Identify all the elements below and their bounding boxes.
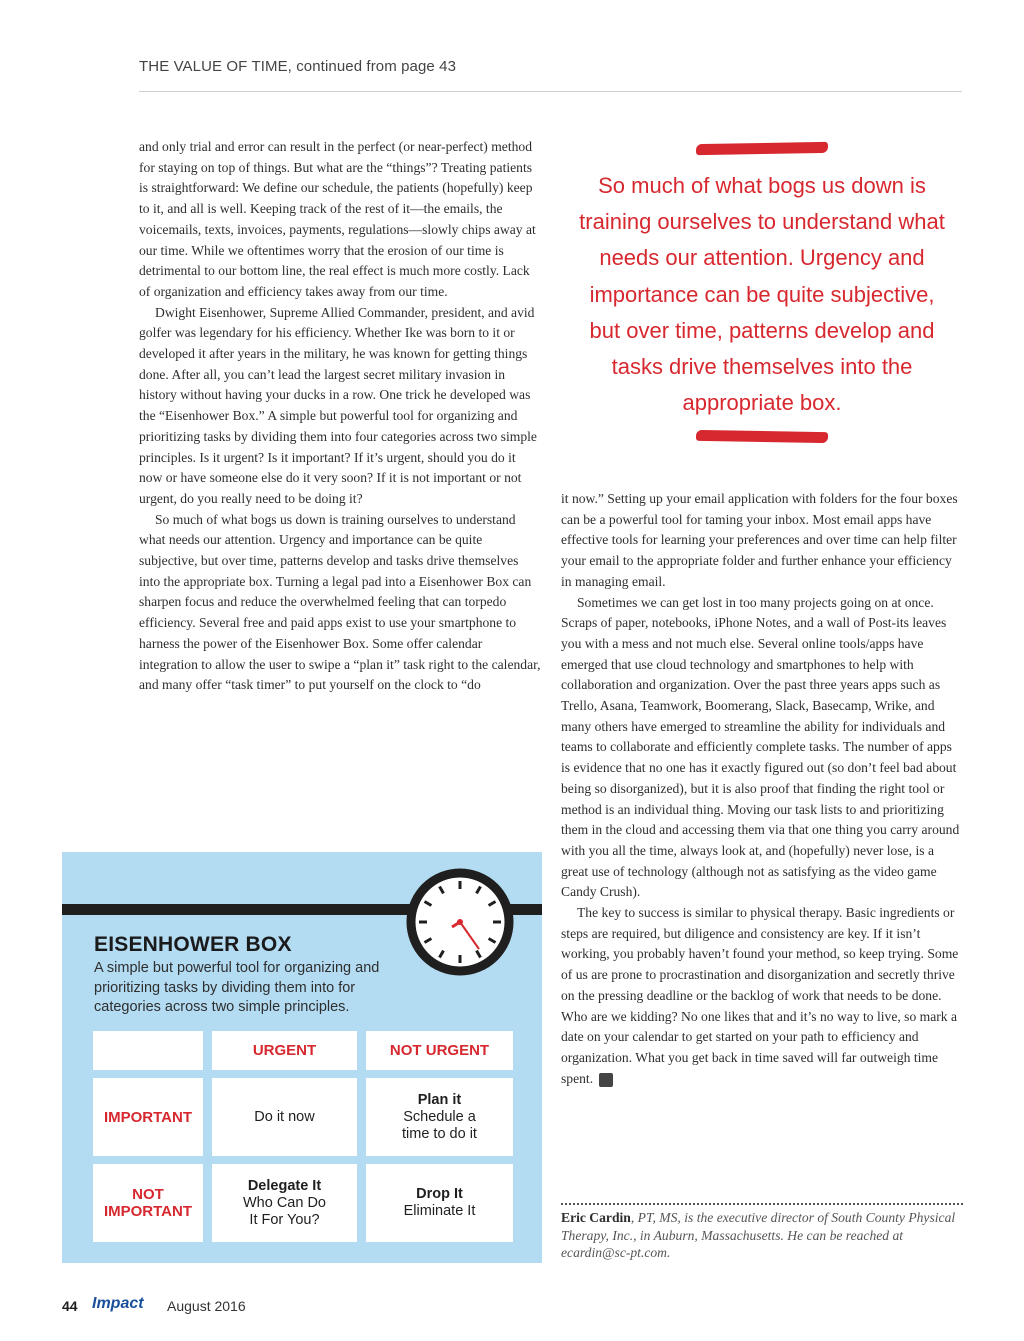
bio-divider [561,1203,963,1205]
quadrant-plan-it [366,1078,513,1156]
quadrant-drop-line: Eliminate It [403,1203,476,1219]
quadrant-delegate-line: Who Can Do [242,1194,326,1211]
quadrant-delegate-line: It For You? [249,1211,320,1228]
running-head: THE VALUE OF TIME, continued from page 43 [139,58,457,75]
magazine-name: Impact [92,1295,144,1312]
row-header-line: NOT [132,1186,164,1203]
pull-quote-top-stroke [696,142,828,155]
quadrant-delegate-it [212,1164,357,1242]
paragraph [561,903,963,1089]
quadrant-delegate-title: Delegate It [247,1177,322,1194]
eisenhower-box-title: EISENHOWER BOX [94,933,292,956]
paragraph: Dwight Eisenhower, Supreme Allied Commander, president, and avid golfer was legendary for his efficiency. Whether Ike was born to it or developed it after years in the military, he was known for getting things done. After all, you can’t lead the largest secret military invasion in history without having your ducks in a row. One trick he developed was the “Eisenhower Box.” A simple but powerful tool for organizing and prioritizing tasks by dividing them into four categories across two simple principles. Is it urgent? Is it important? If it’s urgent, should you do it now or have someone else do it very soon? If it is not important or not urgent, do you really need to be doing it? [139,304,537,506]
pull-quote-bottom-stroke [696,430,828,443]
author-bio [561,1209,963,1262]
paragraph: and only trial and error can result in the perfect (or near-perfect) method for staying on top of things. But what are the “things”? Treating patients is straightforward: We define our schedule, the patients (hopefully) keep to it, and all is well. Keeping track of the rest of it—the emails, the voicemails, texts, invoices, payments, regulations—slowly chips away at our time. While we oftentimes worry that the erosion of our time is detrimental to our bottom line, the real effect is much more costly. Lack of organization and efficiency takes away from our time. [139,139,536,299]
pull-quote: So much of what bogs us down is training ourselves to understand what needs our attention. Urgency and importance can be quite subjective, but over time, patterns develop and tasks drive themselves into the appropriate box. [579,173,945,416]
clock-center [457,919,463,925]
end-mark-icon: I [599,1073,613,1087]
article-column-right [561,489,963,1089]
page-number: 44 [62,1298,78,1314]
row-header-not-important [93,1164,203,1242]
issue-date: August 2016 [167,1298,246,1314]
author-description: , PT, MS, is the executive director of South County Physical Therapy, Inc., in Auburn, Massachusetts. He can be reached at ecardin@sc-pt.com. [561,1210,956,1260]
eisenhower-box-subtitle: A simple but powerful tool for organizing and prioritizing tasks by dividing them into for categories across two simple principles. [94,960,380,1015]
paragraph-text: The key to success is similar to physical therapy. Basic ingredients or steps are required, but diligence and consistency are key. If it isn’t working, you probably haven’t found your method, so keep trying. Some of us are prone to procrastination and disorganization and secretly thrive on the pressing deadline or the backlog of work that needs to be done. Who are we kidding? No one likes that and it’s no way to live, so mark a date on your calendar to get started on your path to efficiency and organization. What you get back in time saved will far outweigh time spent. [561,905,959,1086]
paragraph: So much of what bogs us down is training ourselves to understand what needs our attention. Urgency and importance can be quite subjective, but over time, patterns develop and tasks drive themselves into the appropriate box. Turning a legal pad into a Eisenhower Box can sharpen focus and reduce the overwhelmed feeling that can torpedo efficiency. Several free and paid apps exist to use your smartphone to harness the power of the Eisenhower Box. Some offer calendar integration to allow the user to swipe a “plan it” task right to the calendar, and many offer “task timer” to put yourself on the clock to “do [139,511,541,693]
quadrant-plan-title: Plan it [417,1091,462,1108]
quadrant-drop-it [366,1164,513,1242]
matrix-corner-cell [93,1031,203,1070]
header-rule [139,91,962,92]
article-column-left [139,137,541,696]
author-name: Eric Cardin [561,1210,631,1225]
row-header-line: IMPORTANT [103,1203,193,1220]
row-header-important: IMPORTANT [93,1078,203,1156]
quadrant-do-it-now: Do it now [212,1078,357,1156]
column-header-urgent: URGENT [212,1031,357,1070]
quadrant-drop-title: Drop It [416,1186,463,1202]
paragraph: it now.” Setting up your email application with folders for the four boxes can be a powerful tool for taming your inbox. Most email apps have effective tools for learning your preferences and over time can help filter your email to the appropriate folder and further enhance your efficiency in managing email. [561,491,958,589]
paragraph: Sometimes we can get lost in too many projects going on at once. Scraps of paper, notebooks, iPhone Notes, and a wall of Post-its leaves you with a mess and not much else. Several online tools/apps have emerged that use cloud technology and smartphones to help with collaboration and organization. Over the past three years apps such as Trello, Asana, Teamwork, Boomerang, Slack, Basecamp, Wrike, and many others have emerged to streamline the ability for individuals and teams to collaborate and efficiently complete tasks. The number of apps is evidence that no one has it exactly figured out (so don’t feel bad about being so disorganized), but it is also proof that finding the right tool or method is an individual thing. Moving our task lists to and prioritizing them in the cloud and accessing them via that one thing you carry around with you all the time, always look at, and (hopefully) never lose, is a great use of technology (although not as satisfying as the video game Candy Crush). [561,594,960,900]
column-header-not-urgent: NOT URGENT [366,1031,513,1070]
quadrant-plan-line: time to do it [402,1125,477,1142]
quadrant-plan-line: Schedule a [403,1108,476,1125]
